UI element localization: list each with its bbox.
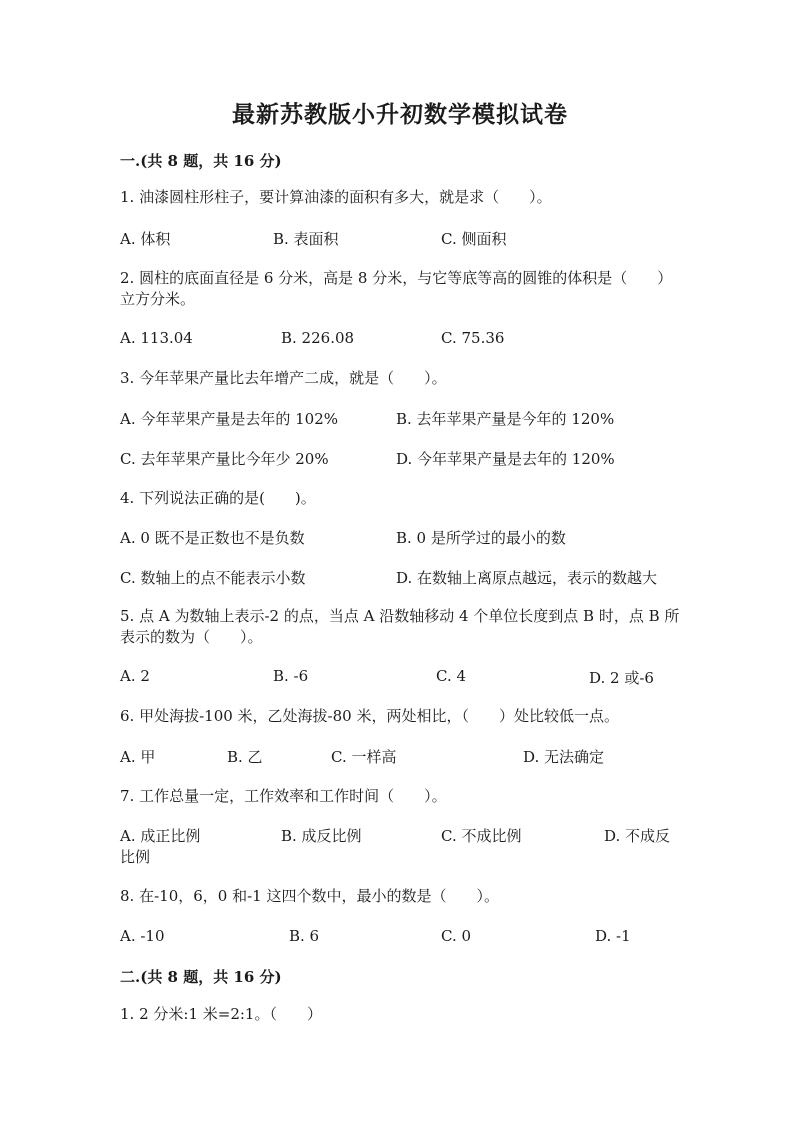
question-2: 2. 圆柱的底面直径是 6 分米，高是 8 分米，与它等底等高的圆锥的体积是（ ）立方分米。 — [120, 269, 673, 308]
question-1-option-b: B. 表面积 — [273, 230, 339, 248]
question-6: 6. 甲处海拔-100 米，乙处海拔-80 米，两处相比，（ ）处比较低一点。 — [120, 707, 619, 725]
question-1-option-c: C. 侧面积 — [441, 230, 507, 248]
question-5-option-a: A. 2 — [120, 667, 150, 685]
question-7: 7. 工作总量一定，工作效率和工作时间（ ）。 — [120, 787, 447, 805]
question-2-option-b: B. 226.08 — [281, 329, 355, 347]
question-1-option-a: A. 体积 — [120, 230, 171, 248]
question-8-option-b: B. 6 — [289, 927, 320, 945]
question-7-option-d-wrap: 比例 — [120, 848, 151, 866]
question-7-option-b: B. 成反比例 — [281, 827, 362, 845]
question-5-option-c: C. 4 — [436, 667, 467, 685]
question-5: 5. 点 A 为数轴上表示-2 的点，当点 A 沿数轴移动 4 个单位长度到点 B 时，点 B 所表示的数为（ ）。 — [120, 607, 680, 646]
question-4-option-b: B. 0 是所学过的最小的数 — [396, 529, 566, 547]
question-3: 3. 今年苹果产量比去年增产二成，就是（ ）。 — [120, 369, 447, 387]
question-3-option-a: A. 今年苹果产量是去年的 102% — [120, 410, 339, 428]
question-8-option-c: C. 0 — [441, 927, 472, 945]
question-3-option-c: C. 去年苹果产量比今年少 20% — [120, 450, 329, 468]
question-1: 1. 油漆圆柱形柱子，要计算油漆的面积有多大，就是求（ ）。 — [120, 188, 552, 206]
question-5-option-b: B. -6 — [273, 667, 309, 685]
question-6-option-a: A. 甲 — [120, 748, 156, 766]
question-7-option-a: A. 成正比例 — [120, 827, 201, 845]
question-2-option-c: C. 75.36 — [441, 329, 505, 347]
question-4-option-a: A. 0 既不是正数也不是负数 — [120, 529, 305, 547]
question-6-option-b: B. 乙 — [227, 748, 263, 766]
question-4: 4. 下列说法正确的是( )。 — [120, 489, 316, 507]
question-3-option-d: D. 今年苹果产量是去年的 120% — [396, 450, 615, 468]
question-2-option-a: A. 113.04 — [120, 329, 193, 347]
question-6-option-d: D. 无法确定 — [523, 748, 605, 766]
question-3-option-b: B. 去年苹果产量是今年的 120% — [396, 410, 615, 428]
question-8: 8. 在-10，6，0 和-1 这四个数中，最小的数是（ ）。 — [120, 887, 499, 905]
question-6-option-c: C. 一样高 — [331, 748, 397, 766]
question-7-option-c: C. 不成比例 — [441, 827, 522, 845]
question-7-option-d: D. 不成反 — [604, 827, 671, 845]
question-5-option-d: D. 2 或-6 — [589, 669, 654, 687]
question-8-option-d: D. -1 — [595, 927, 631, 945]
question-4-option-d: D. 在数轴上离原点越远，表示的数越大 — [396, 569, 658, 587]
question-8-option-a: A. -10 — [120, 927, 165, 945]
section-heading-1: 一.(共 8 题，共 16 分) — [120, 152, 282, 170]
part2-question-1: 1. 2 分米:1 米=2:1。（ ） — [120, 1005, 322, 1023]
question-4-option-c: C. 数轴上的点不能表示小数 — [120, 569, 306, 587]
section-heading-2: 二.(共 8 题，共 16 分) — [120, 968, 282, 986]
page-title: 最新苏教版小升初数学模拟试卷 — [232, 101, 568, 128]
